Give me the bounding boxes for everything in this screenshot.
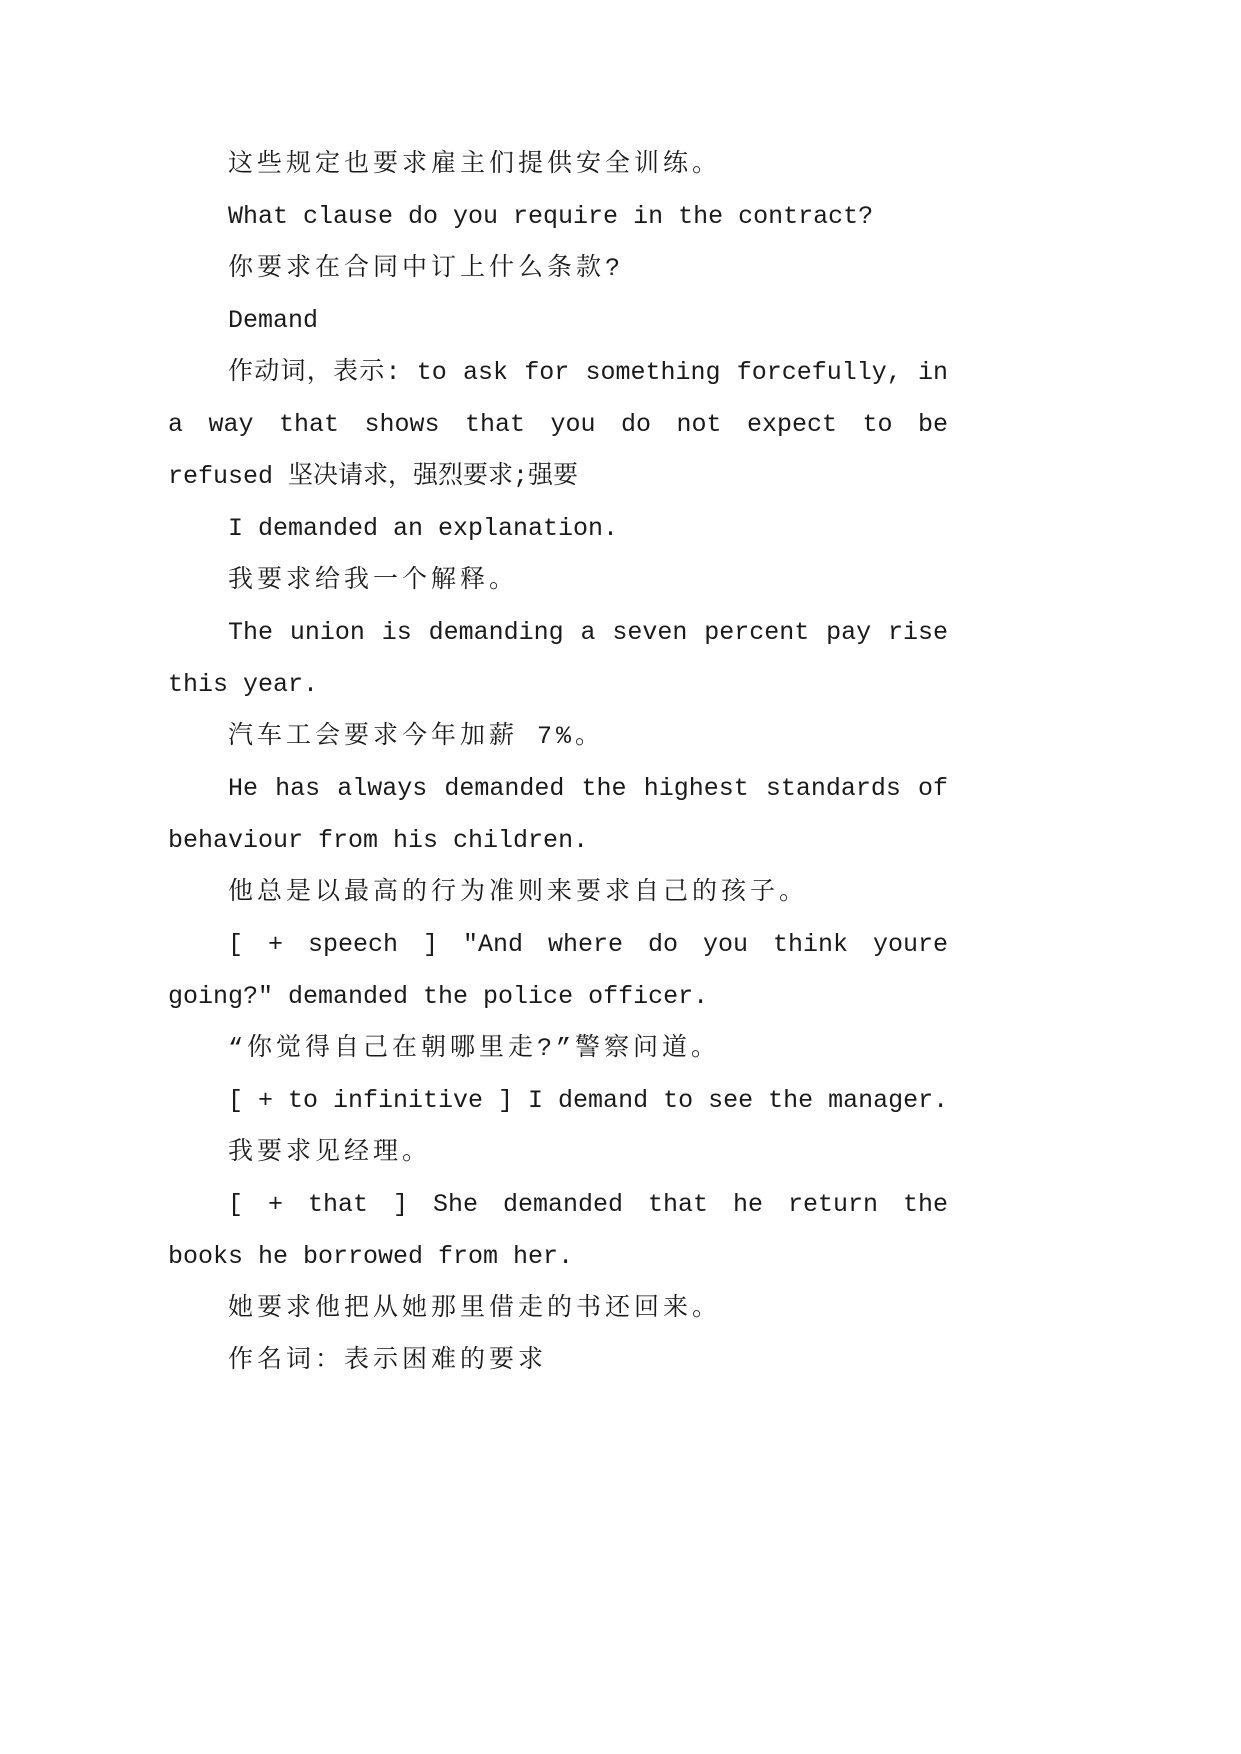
text-line: 你要求在合同中订上什么条款?	[228, 254, 625, 283]
paragraph	[168, 1075, 948, 1127]
heading-text: Demand	[228, 306, 319, 335]
text-line: I demanded an explanation.	[228, 514, 619, 543]
text-line: 这些规定也要求雇主们提供安全训练。	[228, 150, 722, 179]
paragraph	[168, 1179, 948, 1283]
paragraph	[168, 867, 948, 919]
document-body	[168, 139, 948, 1387]
text-line: this year.	[168, 670, 319, 699]
text-line: 汽车工会要求今年加薪 7%。	[228, 722, 605, 751]
paragraph	[168, 503, 948, 555]
text-line: 她要求他把从她那里借走的书还回来。	[228, 1294, 722, 1323]
text-line: [ + to infinitive ] I demand to see the manager.	[228, 1086, 948, 1115]
text-line: 我要求给我一个解释。	[228, 566, 519, 595]
text-line: [ + speech ] "And where do you think youre	[228, 930, 948, 959]
paragraph	[168, 555, 948, 607]
paragraph	[168, 243, 948, 295]
paragraph	[168, 347, 948, 503]
paragraph	[168, 711, 948, 763]
text-line: 他总是以最高的行为准则来要求自己的孩子。	[228, 878, 809, 907]
section-heading	[168, 295, 948, 347]
paragraph	[168, 1335, 948, 1387]
text-line: The union is demanding a seven percent pay rise	[228, 618, 948, 647]
paragraph	[168, 607, 948, 711]
paragraph	[168, 191, 948, 243]
text-line: He has always demanded the highest standards of	[228, 774, 948, 803]
paragraph	[168, 1127, 948, 1179]
paragraph	[168, 763, 948, 867]
text-line: 我要求见经理。	[228, 1138, 432, 1167]
paragraph	[168, 139, 948, 191]
text-line: refused 坚决请求，强烈要求;强要	[168, 462, 579, 491]
text-line: books he borrowed from her.	[168, 1242, 574, 1271]
paragraph	[168, 919, 948, 1023]
text-line: What clause do you require in the contract?	[228, 202, 874, 231]
text-line: 作动词，表示: to ask for something forcefully, in	[228, 358, 948, 387]
text-line: a way that shows that you do not expect to be	[168, 410, 948, 439]
text-line: going?" demanded the police officer.	[168, 982, 709, 1011]
paragraph	[168, 1023, 948, 1075]
text-line: “你觉得自己在朝哪里走?”警察问道。	[228, 1034, 721, 1063]
text-line: 作名词：表示困难的要求	[228, 1346, 548, 1375]
text-line: behaviour from his children.	[168, 826, 589, 855]
paragraph	[168, 1283, 948, 1335]
text-line: [ + that ] She demanded that he return the	[228, 1190, 948, 1219]
